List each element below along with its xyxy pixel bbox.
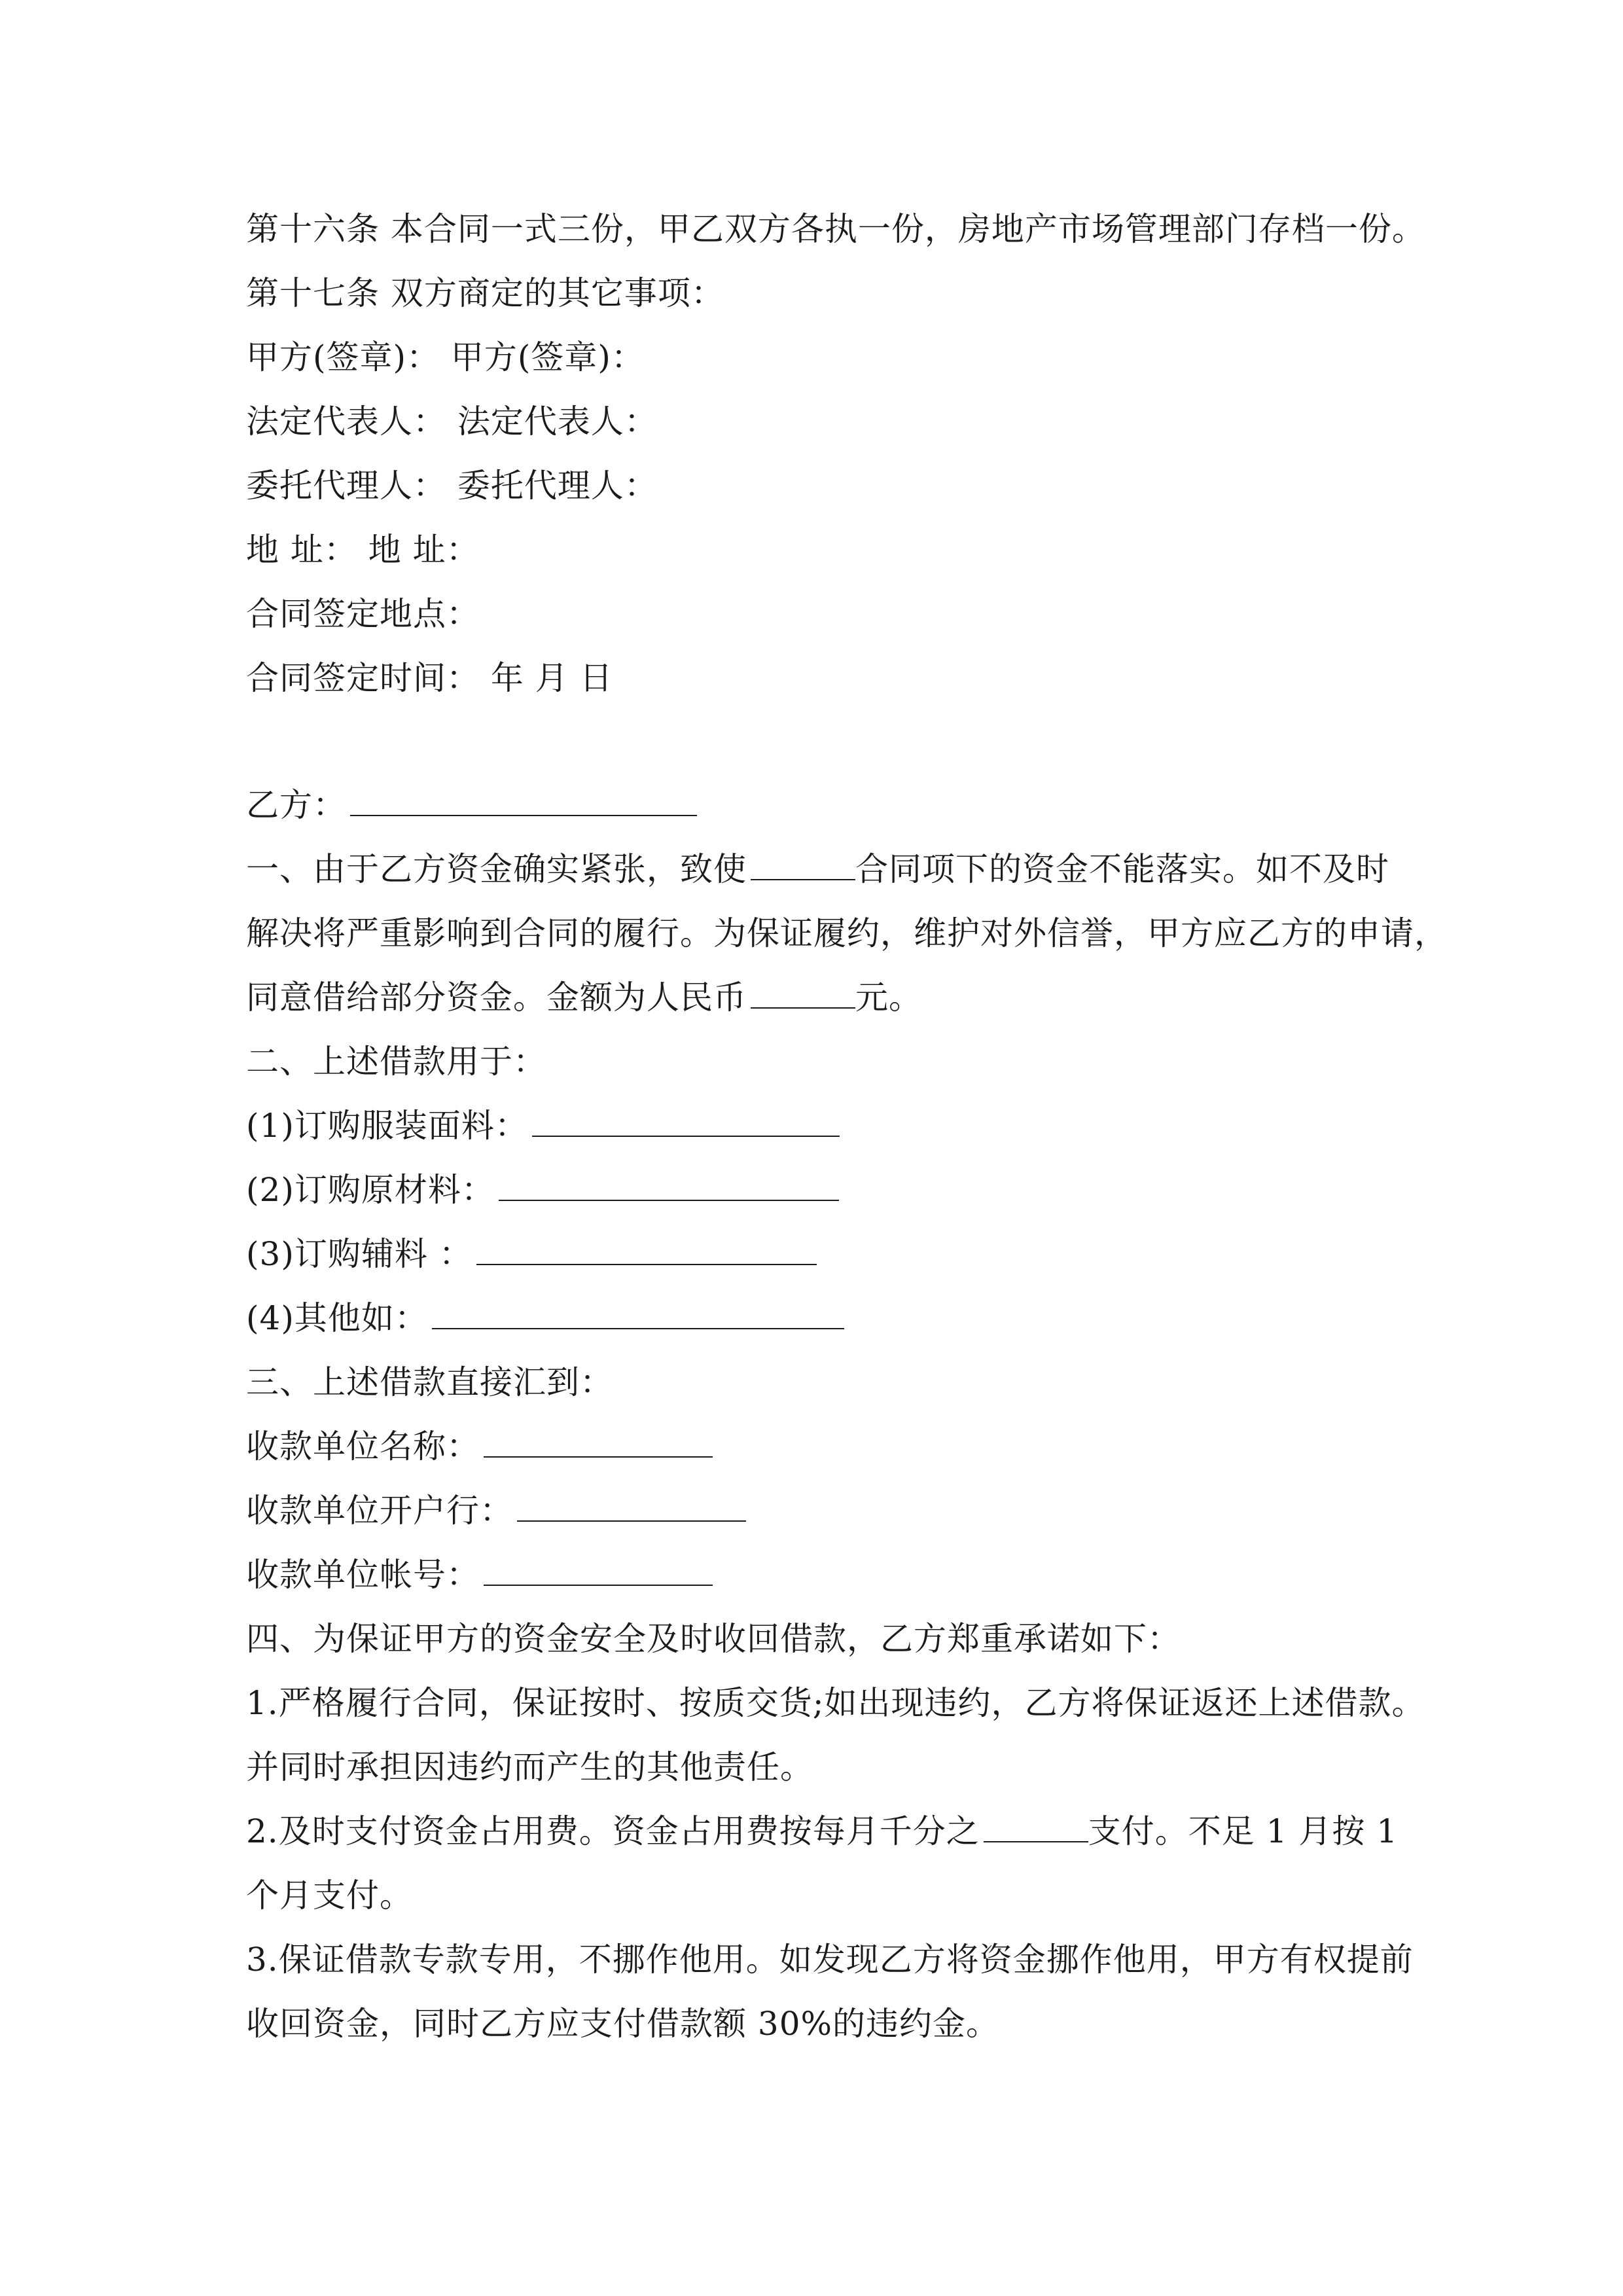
use-3-label: (3)订购辅料 ：: [246, 1235, 473, 1273]
use-4-blank: [432, 1299, 844, 1329]
promise-2-text-a: 2.及时支付资金占用费。资金占用费按每月千分之: [246, 1812, 980, 1850]
article-16: 第十六条 本合同一式三份，甲乙双方各执一份，房地产市场管理部门存档一份。: [246, 210, 1425, 248]
use-3-line: [246, 1234, 817, 1274]
party-b-label: 乙方：: [246, 786, 346, 824]
promise-1-line1: 1.严格履行合同，保证按时、按质交货;如出现违约，乙方将保证返还上述借款。: [246, 1684, 1425, 1722]
payee-account-line: [246, 1555, 713, 1594]
promise-2-line1: [246, 1812, 1398, 1851]
item1-yuan: 元。: [855, 978, 922, 1016]
promise-2-text-b: 支付。不足 1 月按 1: [1088, 1812, 1399, 1850]
sign-place-line: 合同签定地点：: [246, 595, 480, 633]
use-1-label: (1)订购服装面料：: [246, 1107, 528, 1145]
use-2-label: (2)订购原材料：: [246, 1171, 495, 1209]
item1-text-a: 一、由于乙方资金确实紧张，致使: [246, 850, 747, 888]
item1-line1: [246, 850, 1389, 889]
payee-name-line: [246, 1427, 713, 1466]
use-4-line: [246, 1299, 844, 1338]
party-a-seal-line: 甲方(签章)： 甲方(签章)：: [246, 338, 645, 376]
party-b-line: [246, 785, 697, 825]
use-4-label: (4)其他如：: [246, 1299, 428, 1337]
payee-account-label: 收款单位帐号：: [246, 1556, 480, 1594]
address-line: 地 址： 地 址：: [246, 531, 480, 569]
use-3-blank: [476, 1235, 817, 1265]
item1-text-b: 合同项下的资金不能落实。如不及时: [855, 850, 1389, 888]
payee-account-blank: [484, 1556, 713, 1586]
promise-1-line2: 并同时承担因违约而产生的其他责任。: [246, 1748, 813, 1786]
payee-bank-line: [246, 1491, 746, 1530]
item3-title: 三、上述借款直接汇到：: [246, 1363, 613, 1401]
payee-name-label: 收款单位名称：: [246, 1427, 480, 1465]
sign-time-line: 合同签定时间： 年 月 日: [246, 659, 613, 697]
payee-name-blank: [484, 1427, 713, 1458]
legal-representative-line: 法定代表人： 法定代表人：: [246, 403, 658, 440]
fee-rate-blank: [984, 1812, 1088, 1842]
use-1-blank: [532, 1107, 840, 1137]
payee-bank-label: 收款单位开户行：: [246, 1492, 513, 1530]
party-b-blank: [350, 786, 697, 816]
contract-blank: [751, 850, 855, 880]
use-1-line: [246, 1106, 840, 1145]
item4-title: 四、为保证甲方的资金安全及时收回借款，乙方郑重承诺如下：: [246, 1620, 1181, 1658]
promise-3-line1: 3.保证借款专款专用，不挪作他用。如发现乙方将资金挪作他用，甲方有权提前: [246, 1941, 1414, 1979]
item1-amount-text: 同意借给部分资金。金额为人民币: [246, 978, 747, 1016]
promise-3-line2: 收回资金，同时乙方应支付借款额 30%的违约金。: [246, 2005, 1000, 2043]
promise-2-line2: 个月支付。: [246, 1876, 413, 1914]
item1-line3: [246, 978, 922, 1017]
payee-bank-blank: [517, 1492, 746, 1522]
use-2-line: [246, 1170, 839, 1210]
agent-line: 委托代理人： 委托代理人：: [246, 467, 658, 505]
item2-title: 二、上述借款用于：: [246, 1043, 546, 1081]
use-2-blank: [499, 1171, 839, 1201]
article-17: 第十七条 双方商定的其它事项：: [246, 274, 724, 312]
item1-line2: 解决将严重影响到合同的履行。为保证履约，维护对外信誉，甲方应乙方的申请，: [246, 914, 1448, 952]
amount-blank: [751, 978, 855, 1009]
